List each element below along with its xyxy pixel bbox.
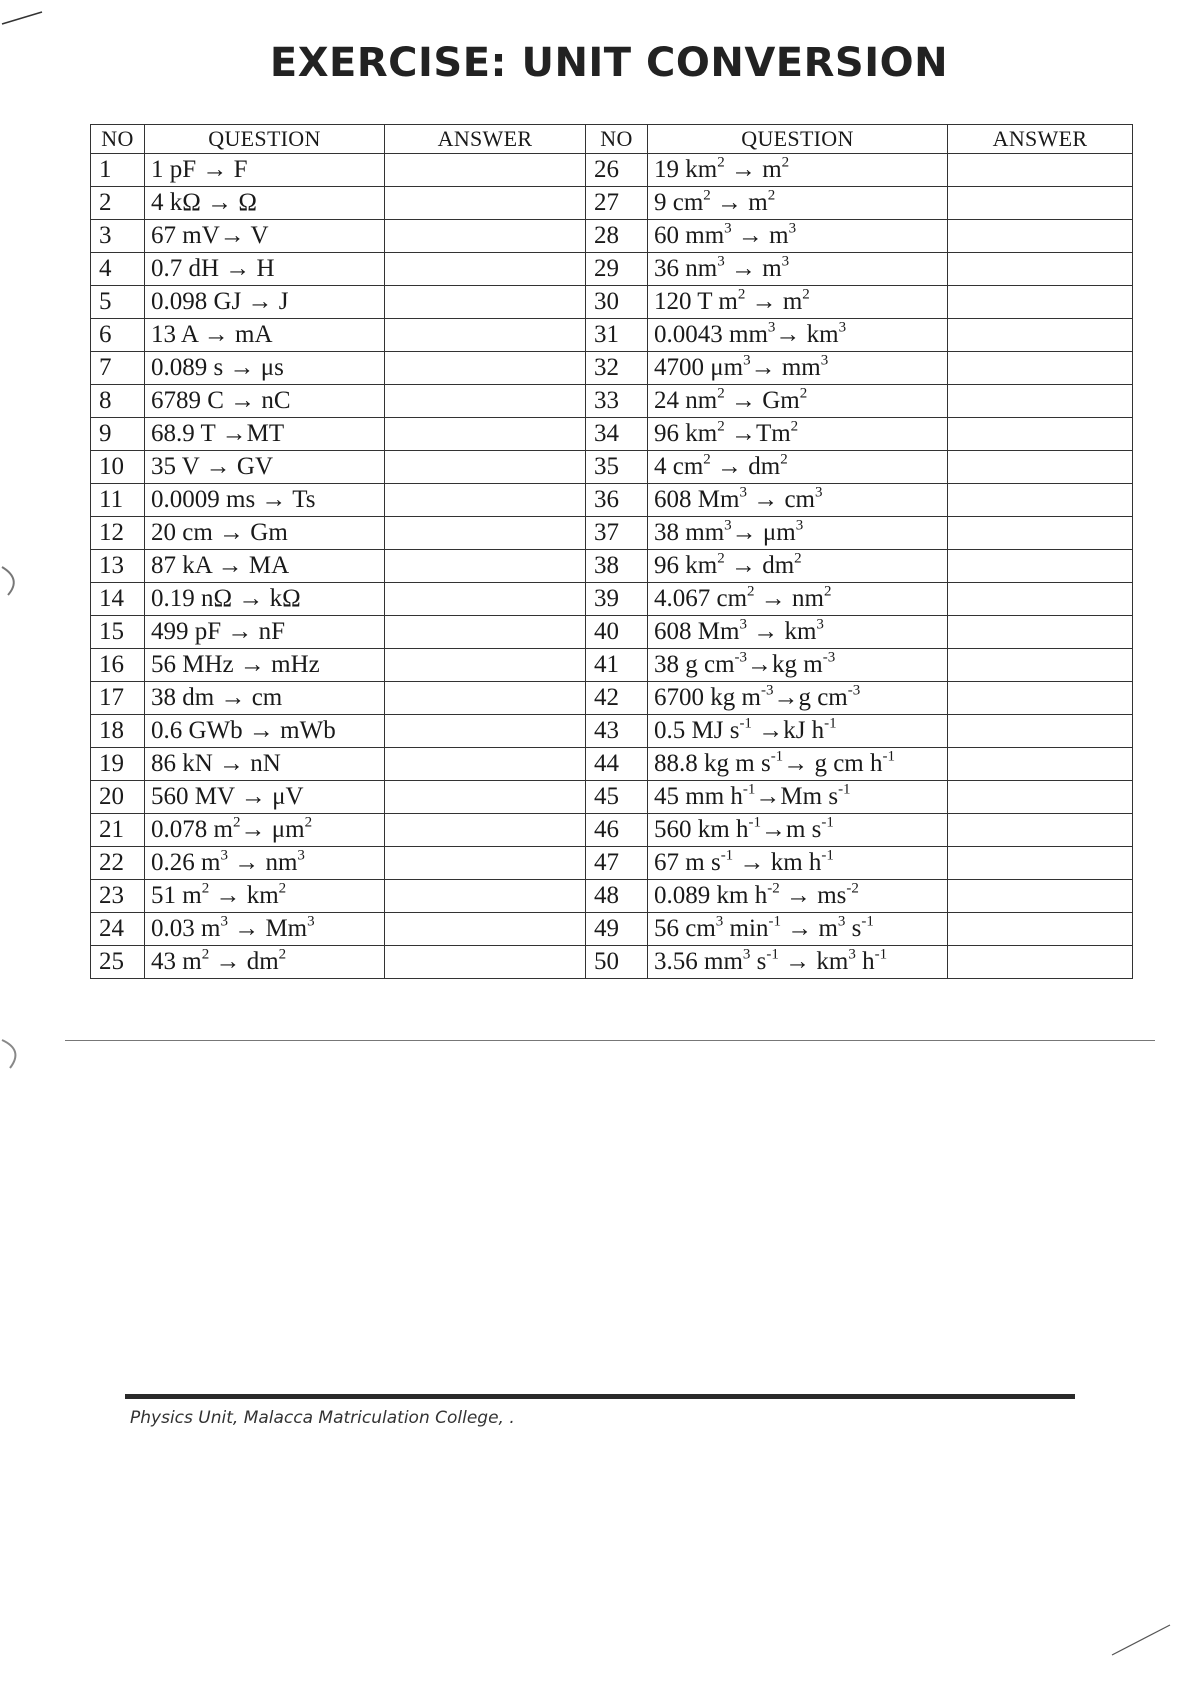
- question-number: 42: [586, 682, 648, 715]
- answer-cell[interactable]: [948, 649, 1133, 682]
- exponent: 2: [747, 583, 755, 600]
- answer-cell[interactable]: [385, 946, 586, 979]
- question-number: 38: [586, 550, 648, 583]
- answer-cell[interactable]: [948, 286, 1133, 319]
- binder-hole-mark: [0, 1030, 40, 1080]
- question-cell: 4.067 $cm^2 \to nm^2$: [648, 583, 948, 616]
- exponent: 2: [278, 880, 287, 897]
- question-number: 31: [586, 319, 648, 352]
- question-number: 16: [91, 649, 145, 682]
- question-cell: 0.6 GWb → mWb: [145, 715, 385, 748]
- table-row: [91, 781, 1133, 814]
- question-number: 17: [91, 682, 145, 715]
- header-question-left: QUESTION: [145, 125, 385, 154]
- answer-cell[interactable]: [948, 484, 1133, 517]
- exponent: -1: [861, 913, 874, 930]
- question-number: 12: [91, 517, 145, 550]
- exponent: 3: [767, 319, 776, 336]
- answer-cell[interactable]: [385, 748, 586, 781]
- answer-cell[interactable]: [385, 385, 586, 418]
- exponent: 2: [717, 550, 725, 567]
- answer-cell[interactable]: [948, 220, 1133, 253]
- exponent: 3: [781, 253, 790, 270]
- exponent: 2: [232, 814, 241, 831]
- exponent: 3: [848, 946, 856, 963]
- exponent: -3: [847, 682, 861, 699]
- table-row: [91, 847, 1133, 880]
- header-question-right: QUESTION: [648, 125, 948, 154]
- question-cell: 19 $km^2 \to m^2$: [648, 154, 948, 187]
- table-row: [91, 682, 1133, 715]
- question-number: 49: [586, 913, 648, 946]
- answer-cell[interactable]: [385, 880, 586, 913]
- exponent: -3: [822, 649, 836, 666]
- question-number: 30: [586, 286, 648, 319]
- answer-cell[interactable]: [385, 286, 586, 319]
- question-number: 14: [91, 583, 145, 616]
- question-cell: 38 $mm^3\to \mu m^3$: [648, 517, 948, 550]
- exponent: 2: [717, 385, 725, 402]
- question-number: 33: [586, 385, 648, 418]
- exponent: -1: [748, 814, 761, 831]
- pen-stroke-mark: [1110, 1615, 1200, 1665]
- exponent: 3: [788, 220, 797, 237]
- question-cell: 60 $mm^3 \to m^3$: [648, 220, 948, 253]
- table-row: [91, 913, 1133, 946]
- exponent: 3: [297, 847, 305, 864]
- table-row: [91, 154, 1133, 187]
- question-cell: 67 m $s^{-1}$ → km $h^{-1}$: [648, 847, 948, 880]
- question-number: 32: [586, 352, 648, 385]
- question-cell: 13 A → mA: [145, 319, 385, 352]
- question-cell: 1 pF → F: [145, 154, 385, 187]
- question-number: 19: [91, 748, 145, 781]
- answer-cell[interactable]: [948, 253, 1133, 286]
- question-number: 39: [586, 583, 648, 616]
- exponent: -1: [770, 748, 784, 765]
- exponent: 3: [220, 913, 228, 930]
- table-row: [91, 748, 1133, 781]
- exponent: 3: [742, 946, 751, 963]
- exponent: 3: [837, 913, 846, 930]
- question-number: 1: [91, 154, 145, 187]
- exponent: 3: [743, 352, 751, 369]
- exponent: -3: [760, 682, 774, 699]
- question-cell: 4 $cm^2 \to dm^2$: [648, 451, 948, 484]
- answer-cell[interactable]: [948, 814, 1133, 847]
- exponent: 3: [816, 616, 824, 633]
- answer-cell[interactable]: [385, 649, 586, 682]
- question-number: 13: [91, 550, 145, 583]
- answer-cell[interactable]: [385, 319, 586, 352]
- question-cell: 68.9 T →MT: [145, 418, 385, 451]
- question-cell: 4 kΩ → Ω: [145, 187, 385, 220]
- question-cell: 0.0043 $mm^3\to km^3$: [648, 319, 948, 352]
- exponent: 3: [307, 913, 315, 930]
- exponent: -2: [767, 880, 780, 897]
- exponent: 3: [739, 484, 747, 501]
- question-number: 37: [586, 517, 648, 550]
- exponent: 2: [737, 286, 746, 303]
- question-cell: 87 kA → MA: [145, 550, 385, 583]
- question-number: 47: [586, 847, 648, 880]
- exponent: 2: [780, 451, 788, 468]
- exponent: -1: [838, 781, 851, 798]
- question-cell: 0.26 $m^3 \to nm^3$: [145, 847, 385, 880]
- exponent: 2: [781, 154, 790, 171]
- question-cell: 0.078 $m^2\to \mu m^2$: [145, 814, 385, 847]
- question-cell: 24 $nm^2 \to Gm^2$: [648, 385, 948, 418]
- exponent: -2: [846, 880, 859, 897]
- header-answer-right: ANSWER: [948, 125, 1133, 154]
- exponent: 3: [820, 352, 829, 369]
- exponent: 3: [220, 847, 228, 864]
- table-row: [91, 517, 1133, 550]
- question-number: 8: [91, 385, 145, 418]
- exponent: 3: [838, 319, 847, 336]
- question-cell: 38 dm → cm: [145, 682, 385, 715]
- answer-cell[interactable]: [385, 451, 586, 484]
- answer-cell[interactable]: [948, 550, 1133, 583]
- table-row: [91, 385, 1133, 418]
- answer-cell[interactable]: [385, 154, 586, 187]
- question-number: 48: [586, 880, 648, 913]
- question-number: 40: [586, 616, 648, 649]
- answer-cell[interactable]: [385, 847, 586, 880]
- table-row: [91, 946, 1133, 979]
- exponent: 3: [717, 253, 725, 270]
- question-cell: 67 mV→ V: [145, 220, 385, 253]
- answer-cell[interactable]: [385, 550, 586, 583]
- question-cell: 608 $Mm^3 \to cm^3$: [648, 484, 948, 517]
- table-row: [91, 583, 1133, 616]
- table-row: [91, 352, 1133, 385]
- exponent: 2: [278, 946, 287, 963]
- exponent: 2: [201, 880, 210, 897]
- exponent: -1: [882, 748, 895, 765]
- page-title: EXERCISE: UNIT CONVERSION: [269, 40, 949, 86]
- question-cell: 43 $m^2 \to dm^2$: [145, 946, 385, 979]
- answer-cell[interactable]: [948, 451, 1133, 484]
- table-row: [91, 649, 1133, 682]
- question-number: 26: [586, 154, 648, 187]
- question-number: 7: [91, 352, 145, 385]
- table-row: [91, 616, 1133, 649]
- exponent: 3: [724, 517, 732, 534]
- answer-cell[interactable]: [385, 781, 586, 814]
- exponent: 2: [802, 286, 810, 303]
- exponent: 2: [201, 946, 210, 963]
- exponent: 3: [715, 913, 724, 930]
- answer-cell[interactable]: [948, 715, 1133, 748]
- answer-cell[interactable]: [385, 187, 586, 220]
- answer-cell[interactable]: [948, 418, 1133, 451]
- exponent: -3: [734, 649, 748, 666]
- exponent: -1: [766, 946, 779, 963]
- exponent: -1: [739, 715, 752, 732]
- answer-cell[interactable]: [948, 319, 1133, 352]
- exponent: 2: [767, 187, 776, 204]
- exponent: -1: [821, 847, 834, 864]
- question-number: 27: [586, 187, 648, 220]
- table-row: [91, 451, 1133, 484]
- question-cell: 51 $m^2 \to km^2$: [145, 880, 385, 913]
- exponent: -1: [821, 814, 834, 831]
- question-number: 23: [91, 880, 145, 913]
- header-no-left: NO: [91, 125, 145, 154]
- answer-cell[interactable]: [385, 715, 586, 748]
- question-cell: 96 $km^2 \to Tm^2$: [648, 418, 948, 451]
- question-number: 34: [586, 418, 648, 451]
- question-number: 21: [91, 814, 145, 847]
- question-number: 9: [91, 418, 145, 451]
- exponent: 2: [304, 814, 313, 831]
- exponent: 2: [790, 418, 799, 435]
- exponent: -1: [742, 781, 756, 798]
- question-number: 35: [586, 451, 648, 484]
- question-cell: 4700 $\mu m^3\to mm^3$: [648, 352, 948, 385]
- question-number: 22: [91, 847, 145, 880]
- answer-cell[interactable]: [385, 352, 586, 385]
- question-number: 11: [91, 484, 145, 517]
- exponent: 2: [717, 154, 725, 171]
- table-row: [91, 319, 1133, 352]
- question-number: 43: [586, 715, 648, 748]
- exponent: 3: [814, 484, 823, 501]
- answer-cell[interactable]: [385, 418, 586, 451]
- question-cell: 0.098 GJ → J: [145, 286, 385, 319]
- table-header-row: [91, 125, 1133, 154]
- exponent: 3: [795, 517, 804, 534]
- table-row: [91, 286, 1133, 319]
- question-number: 25: [91, 946, 145, 979]
- question-cell: 560 km $h^{-1}\to m$ $s^{-1}$: [648, 814, 948, 847]
- answer-cell[interactable]: [948, 352, 1133, 385]
- answer-cell[interactable]: [948, 847, 1133, 880]
- question-cell: 0.7 dH → H: [145, 253, 385, 286]
- binder-hole-mark: [0, 555, 40, 605]
- answer-cell[interactable]: [948, 748, 1133, 781]
- question-number: 29: [586, 253, 648, 286]
- header-no-right: NO: [586, 125, 648, 154]
- answer-cell[interactable]: [948, 517, 1133, 550]
- question-number: 36: [586, 484, 648, 517]
- answer-cell[interactable]: [948, 880, 1133, 913]
- question-cell: 3.56 $mm^3$ $s^{-1} \to km^3$ $h^{-1}$: [648, 946, 948, 979]
- question-cell: 86 kN → nN: [145, 748, 385, 781]
- question-cell: 0.089 s → μs: [145, 352, 385, 385]
- answer-cell[interactable]: [948, 682, 1133, 715]
- exponent: 2: [824, 583, 832, 600]
- exponent: -1: [720, 847, 734, 864]
- divider-line: [65, 1040, 1155, 1041]
- question-cell: 96 $km^2 \to dm^2$: [648, 550, 948, 583]
- question-number: 2: [91, 187, 145, 220]
- question-cell: 120 T $m^2 \to m^2$: [648, 286, 948, 319]
- footer-rule: [125, 1394, 1075, 1399]
- table-row: [91, 253, 1133, 286]
- table-body: [91, 154, 1133, 979]
- answer-cell[interactable]: [948, 583, 1133, 616]
- question-cell: 6789 C → nC: [145, 385, 385, 418]
- table-row: [91, 814, 1133, 847]
- question-cell: 35 V → GV: [145, 451, 385, 484]
- pen-stroke-mark: [0, 0, 60, 40]
- question-cell: 9 $cm^2 \to m^2$: [648, 187, 948, 220]
- question-number: 20: [91, 781, 145, 814]
- answer-cell[interactable]: [385, 616, 586, 649]
- question-number: 3: [91, 220, 145, 253]
- question-number: 41: [586, 649, 648, 682]
- exponent: 2: [717, 418, 725, 435]
- question-cell: 0.089 km $h^{-2} \to ms^{-2}$: [648, 880, 948, 913]
- question-cell: 6700 kg $m^{-3}\to g$ $cm^{-3}$: [648, 682, 948, 715]
- question-number: 28: [586, 220, 648, 253]
- answer-cell[interactable]: [948, 946, 1133, 979]
- table-row: [91, 484, 1133, 517]
- answer-cell[interactable]: [948, 154, 1133, 187]
- exponent: -1: [768, 913, 781, 930]
- answer-cell[interactable]: [385, 517, 586, 550]
- footer-text: Physics Unit, Malacca Matriculation College, .: [130, 1408, 515, 1428]
- conversion-table: [90, 124, 1133, 979]
- question-cell: 20 cm → Gm: [145, 517, 385, 550]
- answer-cell[interactable]: [948, 385, 1133, 418]
- question-number: 46: [586, 814, 648, 847]
- question-number: 15: [91, 616, 145, 649]
- table-row: [91, 550, 1133, 583]
- question-cell: 36 $nm^3 \to m^3$: [648, 253, 948, 286]
- question-cell: 0.5 MJ $s^{-1} \to kJ$ $h^{-1}$: [648, 715, 948, 748]
- question-number: 6: [91, 319, 145, 352]
- question-cell: 56 $cm^3$ $\min^{-1} \to m^3$ $s^{-1}$: [648, 913, 948, 946]
- answer-cell[interactable]: [385, 913, 586, 946]
- question-number: 45: [586, 781, 648, 814]
- question-number: 4: [91, 253, 145, 286]
- question-cell: 499 pF → nF: [145, 616, 385, 649]
- question-cell: 560 MV → μV: [145, 781, 385, 814]
- answer-cell[interactable]: [385, 583, 586, 616]
- exponent: -1: [874, 946, 888, 963]
- exponent: 3: [724, 220, 732, 237]
- exponent: -1: [824, 715, 837, 732]
- question-number: 5: [91, 286, 145, 319]
- answer-cell[interactable]: [385, 814, 586, 847]
- question-number: 10: [91, 451, 145, 484]
- question-number: 50: [586, 946, 648, 979]
- question-cell: 56 MHz → mHz: [145, 649, 385, 682]
- exponent: 2: [703, 187, 711, 204]
- exponent: 2: [703, 451, 711, 468]
- question-cell: 0.0009 ms → Ts: [145, 484, 385, 517]
- answer-cell[interactable]: [385, 220, 586, 253]
- header-answer-left: ANSWER: [385, 125, 586, 154]
- question-cell: 0.03 $m^3 \to Mm^3$: [145, 913, 385, 946]
- table-row: [91, 715, 1133, 748]
- table-row: [91, 418, 1133, 451]
- answer-cell[interactable]: [385, 253, 586, 286]
- answer-cell[interactable]: [948, 781, 1133, 814]
- answer-cell[interactable]: [948, 913, 1133, 946]
- table-row: [91, 880, 1133, 913]
- table-row: [91, 220, 1133, 253]
- exponent: 3: [739, 616, 747, 633]
- table-row: [91, 187, 1133, 220]
- question-cell: 608 $Mm^3 \to km^3$: [648, 616, 948, 649]
- question-cell: 88.8 kg m $s^{-1}\to g$ cm $h^{-1}$: [648, 748, 948, 781]
- exponent: 2: [799, 385, 808, 402]
- answer-cell[interactable]: [948, 187, 1133, 220]
- question-cell: 38 g $cm^{-3}\to kg$ $m^{-3}$: [648, 649, 948, 682]
- question-number: 24: [91, 913, 145, 946]
- question-number: 44: [586, 748, 648, 781]
- question-number: 18: [91, 715, 145, 748]
- answer-cell[interactable]: [948, 616, 1133, 649]
- answer-cell[interactable]: [385, 682, 586, 715]
- question-cell: 45 mm $h^{-1}\to Mm$ $s^{-1}$: [648, 781, 948, 814]
- answer-cell[interactable]: [385, 484, 586, 517]
- exponent: 2: [794, 550, 802, 567]
- question-cell: 0.19 nΩ → kΩ: [145, 583, 385, 616]
